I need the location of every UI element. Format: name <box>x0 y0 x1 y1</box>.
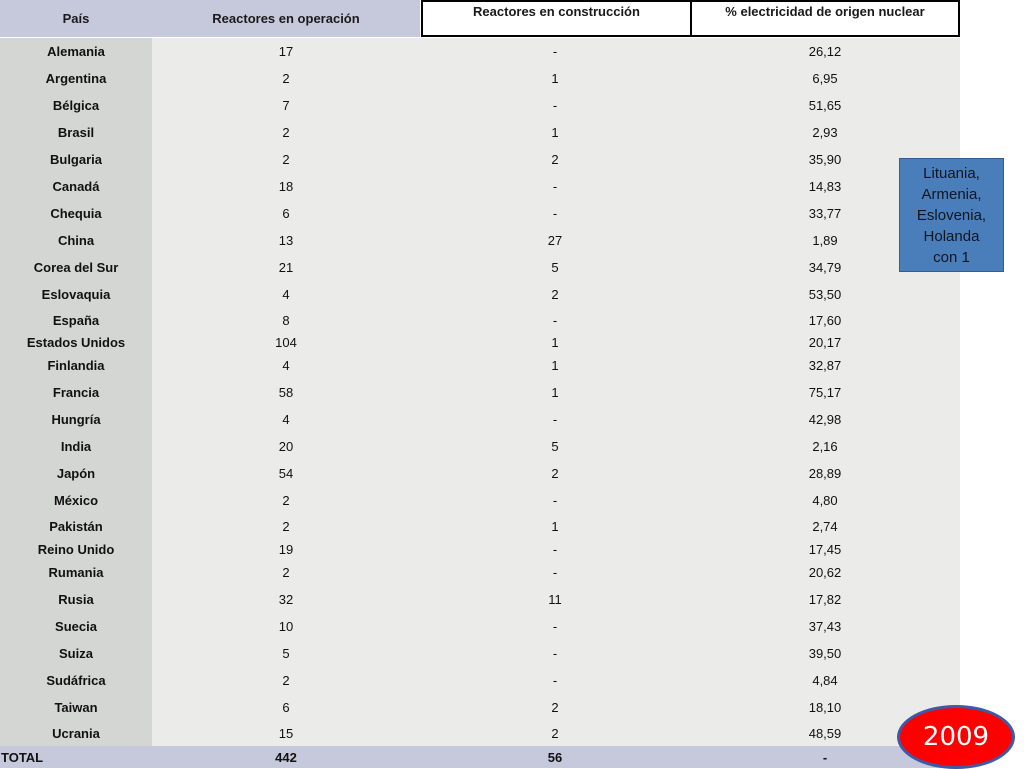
header-pais: País <box>0 0 152 37</box>
cell-construccion: - <box>420 539 690 559</box>
header-reactores-operacion: Reactores en operación <box>152 0 420 37</box>
table-row <box>0 694 960 721</box>
total-construccion: 56 <box>420 746 690 768</box>
cell-construccion: - <box>420 200 690 227</box>
cell-pais: Francia <box>0 379 152 406</box>
cell-porcentaje: 48,59 <box>690 721 960 746</box>
cell-porcentaje: 34,79 <box>690 254 960 281</box>
cell-porcentaje: 20,62 <box>690 559 960 586</box>
cell-pais: Argentina <box>0 65 152 92</box>
cell-operacion: 58 <box>152 379 420 406</box>
cell-porcentaje: 17,82 <box>690 586 960 613</box>
cell-porcentaje: 2,16 <box>690 433 960 460</box>
cell-construccion: 27 <box>420 227 690 254</box>
cell-pais: Canadá <box>0 173 152 200</box>
table-row <box>0 200 960 227</box>
cell-porcentaje: 4,84 <box>690 667 960 694</box>
cell-pais: Taiwan <box>0 694 152 721</box>
cell-porcentaje: 4,80 <box>690 487 960 514</box>
cell-construccion: 2 <box>420 281 690 308</box>
cell-pais: Eslovaquia <box>0 281 152 308</box>
cell-porcentaje: 37,43 <box>690 613 960 640</box>
note-line: con 1 <box>933 248 970 266</box>
cell-construccion: - <box>420 487 690 514</box>
cell-porcentaje: 2,93 <box>690 119 960 146</box>
table-row <box>0 173 960 200</box>
cell-construccion: 5 <box>420 254 690 281</box>
note-box <box>899 158 1004 272</box>
cell-pais: Chequia <box>0 200 152 227</box>
cell-construccion: 2 <box>420 694 690 721</box>
note-line: Armenia, <box>921 185 982 203</box>
cell-porcentaje: 75,17 <box>690 379 960 406</box>
cell-construccion: 11 <box>420 586 690 613</box>
cell-operacion: 4 <box>152 352 420 379</box>
cell-pais: Corea del Sur <box>0 254 152 281</box>
total-porcentaje: - <box>690 746 960 768</box>
cell-pais: Alemania <box>0 38 152 65</box>
table-row <box>0 640 960 667</box>
total-row <box>0 746 960 768</box>
cell-porcentaje: 6,95 <box>690 65 960 92</box>
cell-porcentaje: 39,50 <box>690 640 960 667</box>
note-line: Eslovenia, <box>916 206 987 224</box>
cell-operacion: 2 <box>152 667 420 694</box>
cell-operacion: 2 <box>152 65 420 92</box>
cell-pais: Finlandia <box>0 352 152 379</box>
cell-operacion: 17 <box>152 38 420 65</box>
cell-operacion: 20 <box>152 433 420 460</box>
cell-pais: China <box>0 227 152 254</box>
cell-porcentaje: 42,98 <box>690 406 960 433</box>
cell-porcentaje: 35,90 <box>690 146 960 173</box>
table-row <box>0 281 960 308</box>
table-row <box>0 514 960 539</box>
cell-construccion: 1 <box>420 332 690 352</box>
cell-construccion: - <box>420 173 690 200</box>
cell-pais: Rusia <box>0 586 152 613</box>
note-line: Holanda <box>923 227 980 245</box>
cell-operacion: 54 <box>152 460 420 487</box>
table-row <box>0 119 960 146</box>
cell-pais: Hungría <box>0 406 152 433</box>
cell-pais: Brasil <box>0 119 152 146</box>
table-row <box>0 721 960 746</box>
cell-operacion: 4 <box>152 281 420 308</box>
table-row <box>0 332 960 352</box>
header-porcentaje-nuclear: % electricidad de origen nuclear <box>690 0 960 37</box>
cell-pais: Suecia <box>0 613 152 640</box>
cell-operacion: 21 <box>152 254 420 281</box>
cell-construccion: - <box>420 667 690 694</box>
cell-pais: Suiza <box>0 640 152 667</box>
cell-operacion: 8 <box>152 308 420 332</box>
table-row <box>0 559 960 586</box>
cell-porcentaje: 18,10 <box>690 694 960 721</box>
cell-construccion: 1 <box>420 379 690 406</box>
cell-construccion: - <box>420 559 690 586</box>
header-reactores-construccion: Reactores en construcción <box>421 0 690 37</box>
table-row <box>0 379 960 406</box>
table-row <box>0 308 960 332</box>
table-row <box>0 586 960 613</box>
cell-porcentaje: 32,87 <box>690 352 960 379</box>
cell-construccion: - <box>420 613 690 640</box>
table-row <box>0 613 960 640</box>
cell-pais: Estados Unidos <box>0 332 152 352</box>
cell-pais: México <box>0 487 152 514</box>
cell-pais: España <box>0 308 152 332</box>
cell-pais: Bulgaria <box>0 146 152 173</box>
year-badge: 2009 <box>897 705 1015 769</box>
cell-pais: India <box>0 433 152 460</box>
cell-operacion: 4 <box>152 406 420 433</box>
cell-porcentaje: 17,60 <box>690 308 960 332</box>
cell-construccion: 2 <box>420 460 690 487</box>
cell-operacion: 6 <box>152 200 420 227</box>
table-row <box>0 539 960 559</box>
cell-porcentaje: 1,89 <box>690 227 960 254</box>
cell-pais: Rumania <box>0 559 152 586</box>
cell-operacion: 2 <box>152 146 420 173</box>
table-row <box>0 227 960 254</box>
table-row <box>0 92 960 119</box>
cell-pais: Pakistán <box>0 514 152 539</box>
cell-pais: Sudáfrica <box>0 667 152 694</box>
cell-operacion: 5 <box>152 640 420 667</box>
cell-operacion: 19 <box>152 539 420 559</box>
cell-pais: Japón <box>0 460 152 487</box>
cell-porcentaje: 28,89 <box>690 460 960 487</box>
cell-operacion: 18 <box>152 173 420 200</box>
cell-construccion: - <box>420 640 690 667</box>
cell-pais: Ucrania <box>0 721 152 746</box>
cell-construccion: - <box>420 406 690 433</box>
cell-porcentaje: 17,45 <box>690 539 960 559</box>
total-pais: TOTAL <box>0 746 152 768</box>
cell-construccion: 1 <box>420 514 690 539</box>
cell-porcentaje: 33,77 <box>690 200 960 227</box>
cell-construccion: 1 <box>420 352 690 379</box>
cell-construccion: 1 <box>420 65 690 92</box>
cell-operacion: 10 <box>152 613 420 640</box>
table-row <box>0 352 960 379</box>
cell-operacion: 2 <box>152 487 420 514</box>
cell-operacion: 104 <box>152 332 420 352</box>
cell-construccion: - <box>420 308 690 332</box>
cell-construccion: 5 <box>420 433 690 460</box>
cell-operacion: 7 <box>152 92 420 119</box>
cell-porcentaje: 53,50 <box>690 281 960 308</box>
cell-operacion: 2 <box>152 119 420 146</box>
cell-porcentaje: 2,74 <box>690 514 960 539</box>
cell-construccion: 2 <box>420 146 690 173</box>
table-row <box>0 406 960 433</box>
total-operacion: 442 <box>152 746 420 768</box>
cell-operacion: 32 <box>152 586 420 613</box>
table-row <box>0 433 960 460</box>
table-row <box>0 460 960 487</box>
table-row <box>0 254 960 281</box>
table-row <box>0 65 960 92</box>
cell-porcentaje: 26,12 <box>690 38 960 65</box>
cell-porcentaje: 20,17 <box>690 332 960 352</box>
cell-operacion: 13 <box>152 227 420 254</box>
cell-construccion: 2 <box>420 721 690 746</box>
table-row <box>0 146 960 173</box>
cell-operacion: 6 <box>152 694 420 721</box>
cell-construccion: 1 <box>420 119 690 146</box>
cell-construccion: - <box>420 38 690 65</box>
cell-pais: Bélgica <box>0 92 152 119</box>
cell-operacion: 2 <box>152 514 420 539</box>
cell-operacion: 15 <box>152 721 420 746</box>
cell-porcentaje: 51,65 <box>690 92 960 119</box>
note-line: Lituania, <box>923 164 980 182</box>
cell-porcentaje: 14,83 <box>690 173 960 200</box>
table-row <box>0 667 960 694</box>
table-row <box>0 38 960 65</box>
cell-pais: Reino Unido <box>0 539 152 559</box>
cell-construccion: - <box>420 92 690 119</box>
table-row <box>0 487 960 514</box>
cell-operacion: 2 <box>152 559 420 586</box>
